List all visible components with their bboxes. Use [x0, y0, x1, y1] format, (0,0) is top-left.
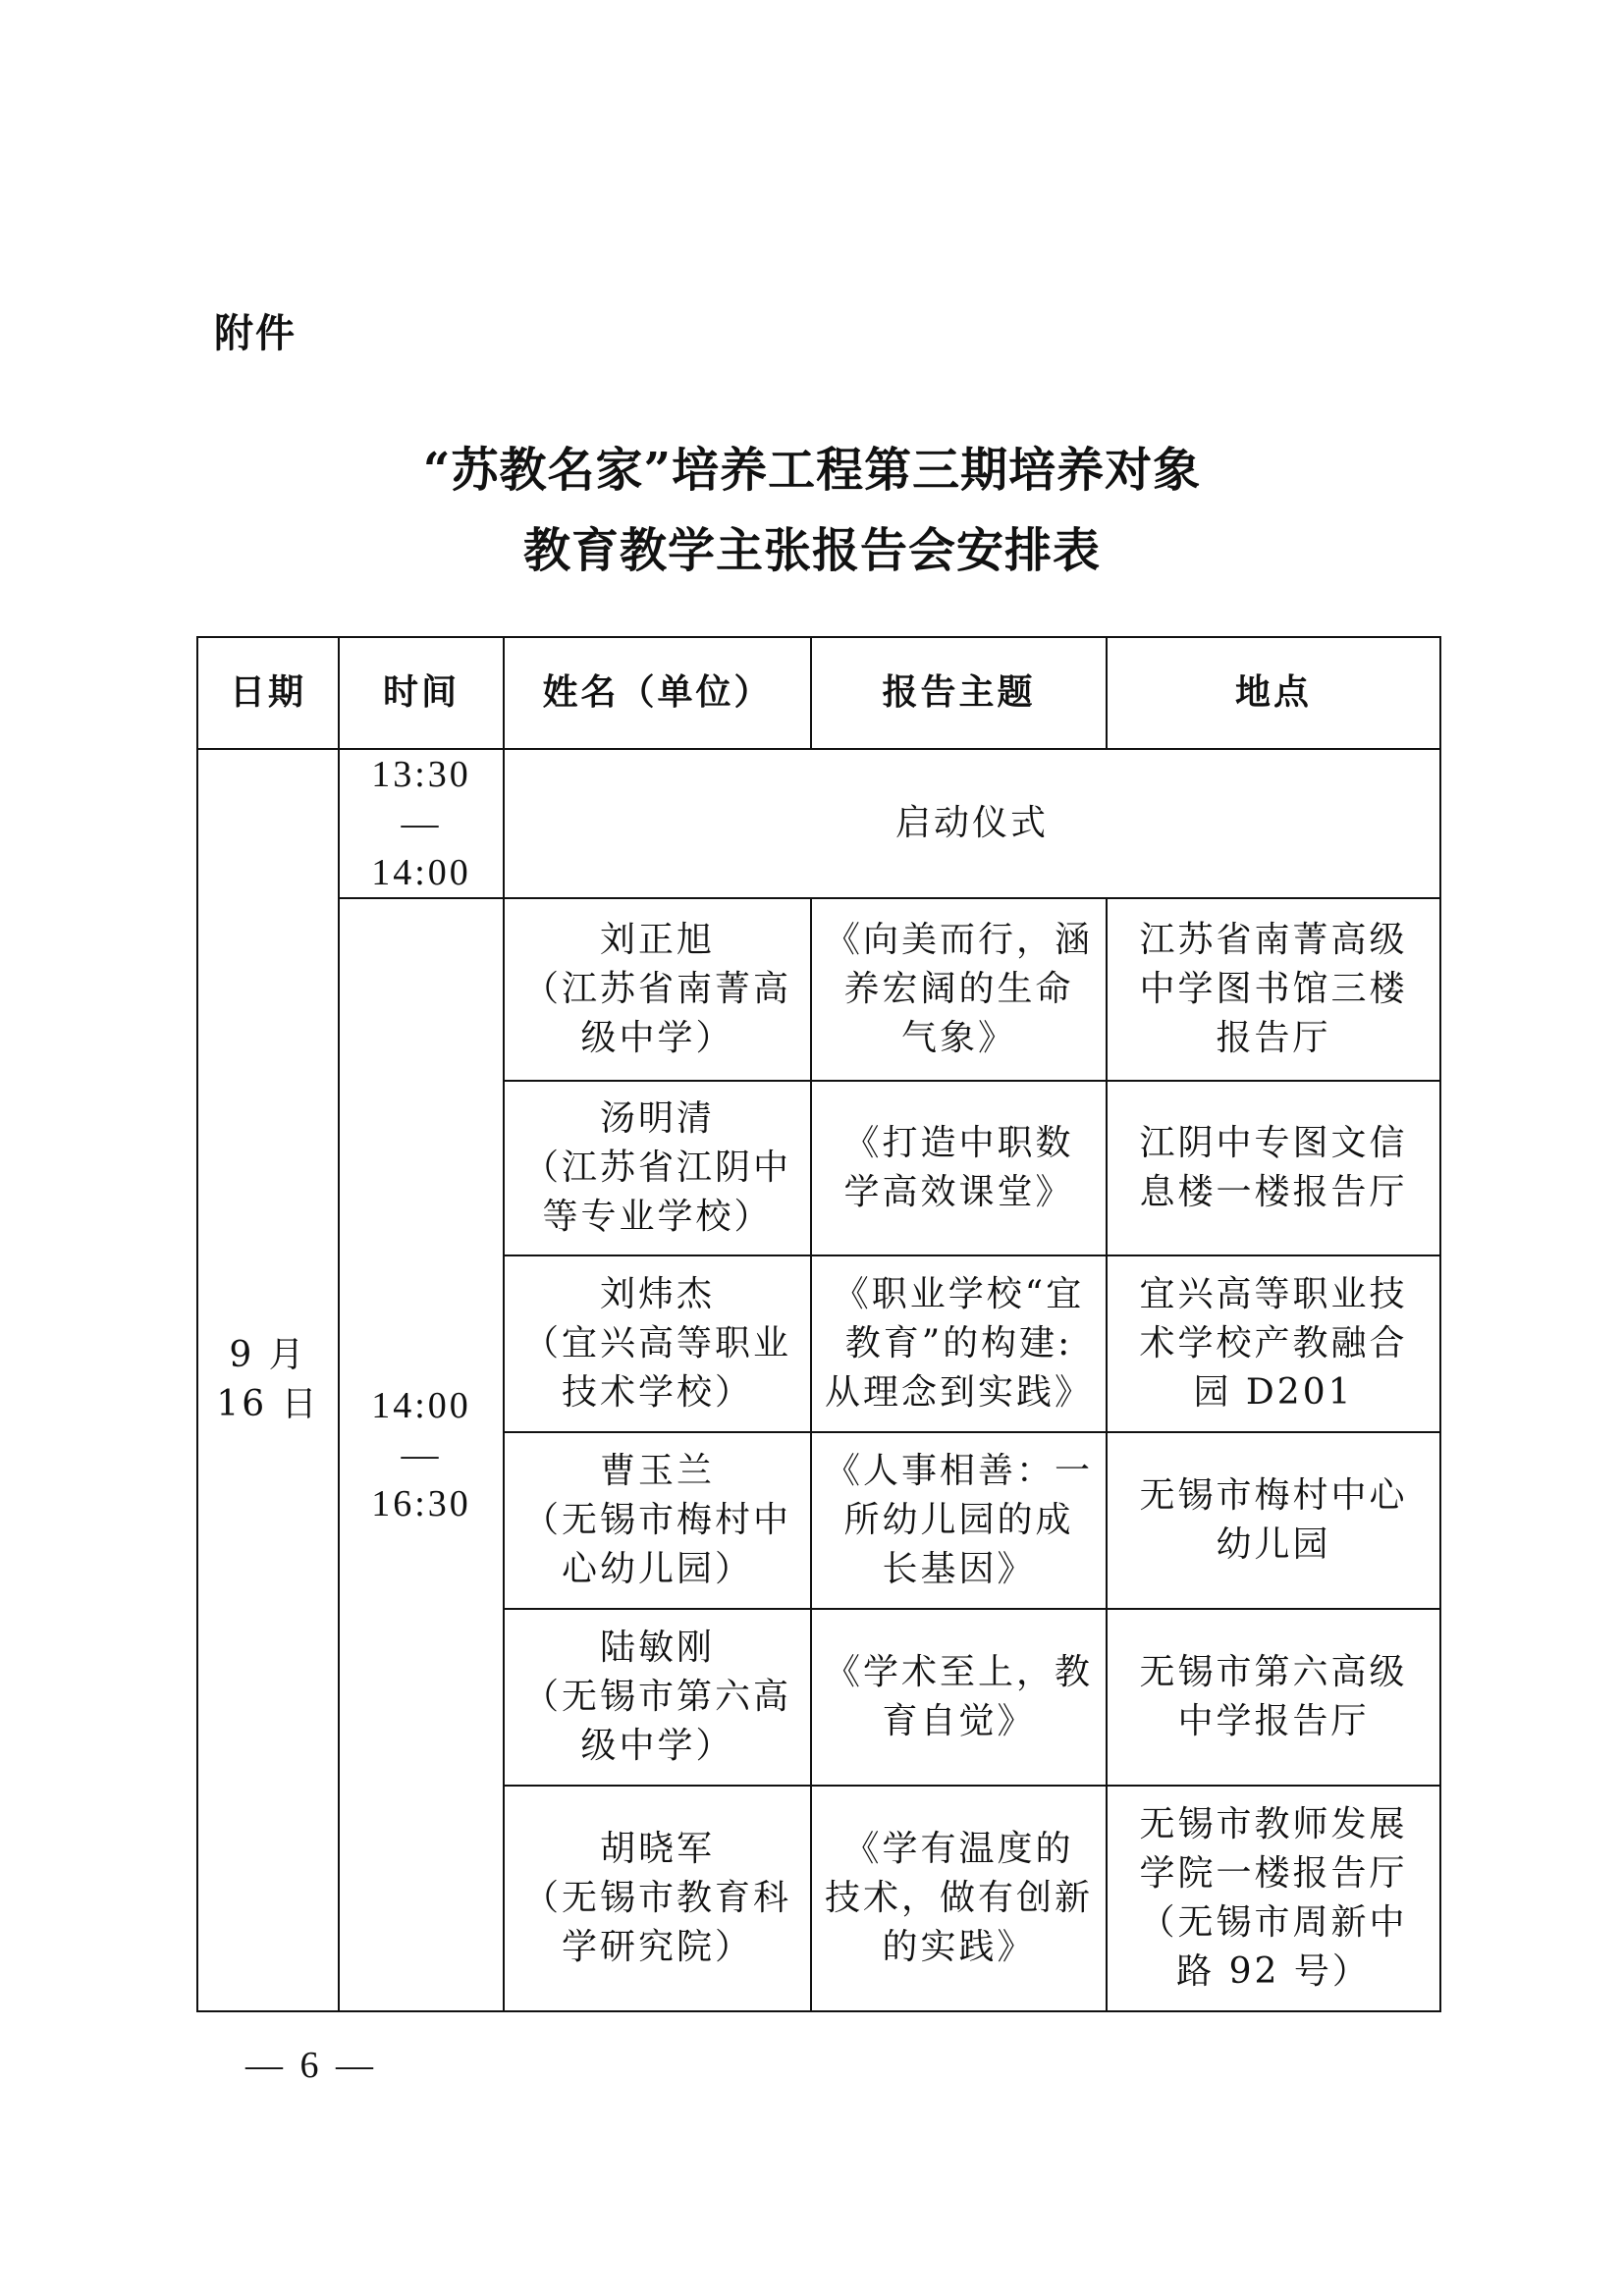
location-text: 园 D201 — [1193, 1372, 1354, 1413]
topic-text: 学高效课堂》 — [843, 1172, 1074, 1212]
topic-cell — [811, 1432, 1107, 1609]
location-text: 幼儿园 — [1216, 1524, 1331, 1565]
location-cell — [1107, 1432, 1440, 1609]
location-cell — [1107, 1609, 1440, 1786]
unit-text: 学研究院） — [561, 1927, 753, 1967]
unit-text: （无锡市梅村中 — [522, 1500, 791, 1540]
topic-text: 《向美而行，涵 — [824, 920, 1093, 960]
table-row — [197, 898, 1440, 1081]
topic-text: 《学术至上，教 — [824, 1652, 1093, 1692]
topic-text: 教育”的构建: — [844, 1323, 1073, 1363]
location-text: 无锡市第六高级 — [1139, 1652, 1408, 1692]
unit-text: （宜兴高等职业 — [522, 1323, 791, 1363]
topic-text: 所幼儿园的成 — [843, 1500, 1074, 1540]
unit-text: （江苏省江阴中 — [522, 1148, 791, 1188]
header-name: 姓名（单位） — [504, 637, 811, 749]
unit-text: （江苏省南菁高 — [522, 969, 791, 1009]
name-text: 汤明清 — [599, 1098, 715, 1139]
unit-text: 等专业学校） — [542, 1197, 773, 1237]
topic-cell — [811, 1786, 1107, 2011]
location-cell — [1107, 1786, 1440, 2011]
name-cell — [504, 898, 811, 1081]
location-text: 术学校产教融合 — [1139, 1323, 1408, 1363]
opening-ceremony: 启动仪式 — [504, 749, 1440, 898]
location-text: 无锡市梅村中心 — [1139, 1475, 1408, 1516]
location-cell — [1107, 898, 1440, 1081]
name-text: 刘正旭 — [599, 920, 715, 960]
topic-text: 的实践》 — [882, 1927, 1036, 1967]
location-text: 中学图书馆三楼 — [1139, 969, 1408, 1009]
location-cell — [1107, 1081, 1440, 1255]
location-text: 江苏省南菁高级 — [1139, 920, 1408, 960]
topic-text: 《学有温度的 — [843, 1829, 1074, 1869]
location-text: 宜兴高等职业技 — [1139, 1274, 1408, 1314]
name-cell — [504, 1786, 811, 2011]
name-text: 刘炜杰 — [599, 1274, 715, 1314]
header-topic: 报告主题 — [811, 637, 1107, 749]
topic-cell — [811, 1255, 1107, 1432]
opening-time-end: 14:00 — [371, 852, 471, 893]
location-text: 学院一楼报告厅 — [1139, 1853, 1408, 1894]
attachment-label: 附件 — [214, 311, 297, 356]
name-cell — [504, 1081, 811, 1255]
location-text: （无锡市周新中 — [1139, 1902, 1408, 1943]
location-text: 息楼一楼报告厅 — [1139, 1172, 1408, 1212]
schedule-table — [196, 636, 1441, 2012]
location-text: 无锡市教师发展 — [1139, 1804, 1408, 1844]
topic-text: 养宏阔的生命 — [843, 969, 1074, 1009]
name-cell — [504, 1609, 811, 1786]
unit-text: （无锡市教育科 — [522, 1878, 791, 1918]
topic-cell — [811, 1609, 1107, 1786]
topic-text: 技术，做有创新 — [824, 1878, 1093, 1918]
topic-text: 《职业学校“宜 — [833, 1274, 1085, 1314]
topic-text: 育自觉》 — [882, 1701, 1036, 1741]
name-cell — [504, 1432, 811, 1609]
topic-text: 《人事相善：一 — [824, 1451, 1093, 1491]
location-text: 路 92 号） — [1176, 1951, 1371, 1992]
topic-text: 《打造中职数 — [843, 1123, 1074, 1163]
unit-text: 心幼儿园） — [561, 1549, 753, 1589]
opening-row — [197, 749, 1440, 898]
opening-time-start: 13:30— — [371, 754, 471, 844]
location-text: 江阴中专图文信 — [1139, 1123, 1408, 1163]
location-text: 中学报告厅 — [1177, 1701, 1370, 1741]
page-number: — 6 — — [245, 2045, 377, 2086]
unit-text: 级中学） — [580, 1726, 734, 1766]
session-time-start: 14:00— — [371, 1385, 471, 1475]
location-text: 报告厅 — [1216, 1018, 1331, 1058]
name-text: 陆敏刚 — [599, 1628, 715, 1668]
header-time: 时间 — [339, 637, 504, 749]
date-cell — [197, 749, 339, 2011]
unit-text: 级中学） — [580, 1018, 734, 1058]
location-cell — [1107, 1255, 1440, 1432]
name-text: 胡晓军 — [599, 1829, 715, 1869]
topic-text: 气象》 — [900, 1018, 1016, 1058]
document-title-line2: 教育教学主张报告会安排表 — [522, 523, 1101, 578]
document-title-line1: “苏教名家”培养工程第三期培养对象 — [422, 443, 1202, 498]
date-month: 9 月 — [229, 1335, 307, 1375]
header-location: 地点 — [1107, 637, 1440, 749]
date-day: 16 日 — [216, 1384, 320, 1424]
session-time-cell — [339, 898, 504, 2011]
table-header-row — [197, 637, 1440, 749]
topic-text: 长基因》 — [882, 1549, 1036, 1589]
unit-text: 技术学校） — [561, 1372, 753, 1413]
header-date: 日期 — [197, 637, 339, 749]
session-time-end: 16:30 — [371, 1483, 471, 1524]
topic-cell — [811, 898, 1107, 1081]
topic-cell — [811, 1081, 1107, 1255]
opening-time-cell — [339, 749, 504, 898]
name-text: 曹玉兰 — [599, 1451, 715, 1491]
unit-text: （无锡市第六高 — [522, 1677, 791, 1717]
name-cell — [504, 1255, 811, 1432]
topic-text: 从理念到实践》 — [824, 1372, 1093, 1413]
